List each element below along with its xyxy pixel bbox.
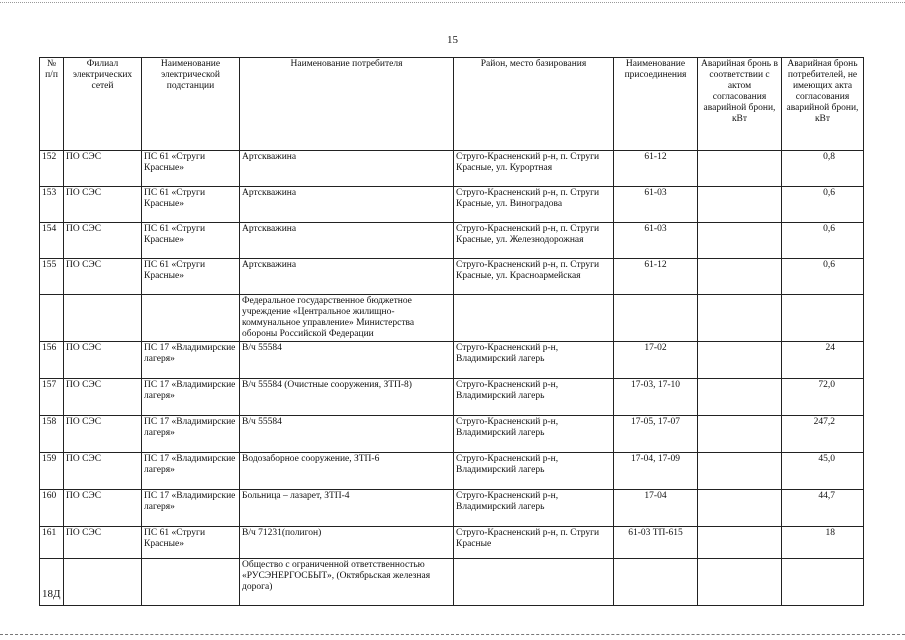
cell-district	[454, 295, 614, 342]
header-branch: Филиал электрических сетей	[64, 58, 142, 151]
table-row	[40, 295, 864, 342]
cell-branch	[64, 295, 142, 342]
cell-district: Струго-Красненский р-н, п. Струги Красные, ул. Виноградова	[454, 187, 614, 223]
cell-reserve-without-act: 45,0	[782, 453, 864, 490]
table-header-row	[40, 58, 864, 151]
table-row	[40, 223, 864, 259]
table-row	[40, 151, 864, 187]
cell-consumer: Водозаборное сооружение, ЗТП-6	[240, 453, 454, 490]
cell-reserve-without-act	[782, 295, 864, 342]
cell-num: 153	[40, 187, 64, 223]
cell-substation: ПС 17 «Владимирские лагеря»	[142, 490, 240, 527]
cell-branch: ПО СЭС	[64, 342, 142, 379]
cell-connection: 61-03	[614, 187, 698, 223]
cell-connection: 61-03	[614, 223, 698, 259]
header-consumer: Наименование потребителя	[240, 58, 454, 151]
cell-district: Струго-Красненский р-н, Владимирский лагерь	[454, 342, 614, 379]
cell-num: 155	[40, 259, 64, 295]
cell-reserve-without-act: 0,8	[782, 151, 864, 187]
cell-district: Струго-Красненский р-н, Владимирский лагерь	[454, 416, 614, 453]
cell-branch: ПО СЭС	[64, 416, 142, 453]
cell-reserve-with-act	[698, 259, 782, 295]
cell-connection	[614, 559, 698, 606]
cell-reserve-with-act	[698, 187, 782, 223]
cell-reserve-without-act	[782, 559, 864, 606]
cell-consumer: Больница – лазарет, ЗТП-4	[240, 490, 454, 527]
cell-consumer: В/ч 55584	[240, 416, 454, 453]
cell-branch: ПО СЭС	[64, 187, 142, 223]
cell-num: 160	[40, 490, 64, 527]
cell-consumer: Артскважина	[240, 223, 454, 259]
cell-reserve-with-act	[698, 223, 782, 259]
cell-reserve-without-act: 18	[782, 527, 864, 559]
header-reserve-with-act: Аварийная бронь в соответствии с актом согласования аварийной брони, кВт	[698, 58, 782, 151]
cell-substation: ПС 17 «Владимирские лагеря»	[142, 379, 240, 416]
page-number: 15	[447, 34, 458, 46]
cell-branch: ПО СЭС	[64, 259, 142, 295]
scan-bottom-edge	[0, 634, 905, 635]
cell-consumer: Артскважина	[240, 151, 454, 187]
cell-connection: 61-12	[614, 151, 698, 187]
table-row	[40, 453, 864, 490]
table-row	[40, 187, 864, 223]
cell-substation: ПС 17 «Владимирские лагеря»	[142, 342, 240, 379]
cell-connection: 17-05, 17-07	[614, 416, 698, 453]
cell-reserve-without-act: 72,0	[782, 379, 864, 416]
header-connection: Наименование присоединения	[614, 58, 698, 151]
cell-reserve-with-act	[698, 379, 782, 416]
cell-connection: 17-03, 17-10	[614, 379, 698, 416]
cell-branch: ПО СЭС	[64, 527, 142, 559]
cell-connection: 17-04	[614, 490, 698, 527]
cell-connection	[614, 295, 698, 342]
cell-reserve-with-act	[698, 295, 782, 342]
table-row	[40, 259, 864, 295]
header-district: Район, место базирования	[454, 58, 614, 151]
cell-branch: ПО СЭС	[64, 223, 142, 259]
table-row	[40, 416, 864, 453]
scan-top-edge	[0, 2, 905, 3]
cell-reserve-with-act	[698, 527, 782, 559]
footer-code: 18Д	[42, 588, 61, 600]
cell-substation: ПС 17 «Владимирские лагеря»	[142, 416, 240, 453]
cell-district: Струго-Красненский р-н, п. Струги Красные, ул. Железнодорожная	[454, 223, 614, 259]
cell-reserve-without-act: 44,7	[782, 490, 864, 527]
cell-district: Струго-Красненский р-н, п. Струги Красные	[454, 527, 614, 559]
cell-num: 157	[40, 379, 64, 416]
header-substation: Наименование электрической подстанции	[142, 58, 240, 151]
cell-connection: 61-12	[614, 259, 698, 295]
cell-district: Струго-Красненский р-н, Владимирский лагерь	[454, 490, 614, 527]
cell-substation: ПС 61 «Струги Красные»	[142, 151, 240, 187]
cell-reserve-without-act: 0,6	[782, 259, 864, 295]
cell-connection: 17-02	[614, 342, 698, 379]
cell-reserve-with-act	[698, 559, 782, 606]
table-row	[40, 527, 864, 559]
cell-substation: ПС 61 «Струги Красные»	[142, 259, 240, 295]
cell-num: 159	[40, 453, 64, 490]
cell-consumer: Общество с ограниченной ответственностью «РУСЭНЕРГОСБЫТ», (Октябрьская железная дорога)	[240, 559, 454, 606]
cell-reserve-with-act	[698, 490, 782, 527]
cell-reserve-without-act: 247,2	[782, 416, 864, 453]
table-body	[40, 151, 864, 606]
header-num: № п/п	[40, 58, 64, 151]
cell-district: Струго-Красненский р-н, п. Струги Красные, ул. Красноармейская	[454, 259, 614, 295]
cell-num	[40, 295, 64, 342]
cell-reserve-with-act	[698, 151, 782, 187]
cell-reserve-with-act	[698, 453, 782, 490]
cell-consumer: В/ч 55584 (Очистные сооружения, ЗТП-8)	[240, 379, 454, 416]
cell-connection: 17-04, 17-09	[614, 453, 698, 490]
cell-branch	[64, 559, 142, 606]
cell-branch: ПО СЭС	[64, 151, 142, 187]
cell-connection: 61-03 ТП-615	[614, 527, 698, 559]
cell-district: Струго-Красненский р-н, Владимирский лагерь	[454, 379, 614, 416]
cell-reserve-without-act: 0,6	[782, 187, 864, 223]
cell-substation	[142, 559, 240, 606]
cell-consumer: Артскважина	[240, 187, 454, 223]
cell-branch: ПО СЭС	[64, 490, 142, 527]
cell-branch: ПО СЭС	[64, 453, 142, 490]
table-row	[40, 490, 864, 527]
cell-district	[454, 559, 614, 606]
cell-substation: ПС 61 «Струги Красные»	[142, 527, 240, 559]
cell-consumer: Артскважина	[240, 259, 454, 295]
cell-reserve-with-act	[698, 416, 782, 453]
cell-substation	[142, 295, 240, 342]
cell-num: 161	[40, 527, 64, 559]
cell-num: 158	[40, 416, 64, 453]
header-reserve-without-act: Аварийная бронь потребителей, не имеющих акта согласования аварийной брони, кВт	[782, 58, 864, 151]
table-row	[40, 559, 864, 606]
table-row	[40, 342, 864, 379]
cell-district: Струго-Красненский р-н, Владимирский лагерь	[454, 453, 614, 490]
cell-consumer: В/ч 71231(полигон)	[240, 527, 454, 559]
cell-num: 154	[40, 223, 64, 259]
cell-substation: ПС 61 «Струги Красные»	[142, 223, 240, 259]
cell-district: Струго-Красненский р-н, п. Струги Красные, ул. Курортная	[454, 151, 614, 187]
cell-branch: ПО СЭС	[64, 379, 142, 416]
cell-substation: ПС 17 «Владимирские лагеря»	[142, 453, 240, 490]
cell-num: 152	[40, 151, 64, 187]
cell-reserve-without-act: 24	[782, 342, 864, 379]
cell-reserve-with-act	[698, 342, 782, 379]
cell-consumer: Федеральное государственное бюджетное учреждение «Центральное жилищно-коммунальное управление» Министерства обороны Российской Федерации	[240, 295, 454, 342]
cell-num: 156	[40, 342, 64, 379]
emergency-reserve-table	[39, 57, 864, 606]
cell-consumer: В/ч 55584	[240, 342, 454, 379]
cell-substation: ПС 61 «Струги Красные»	[142, 187, 240, 223]
table-row	[40, 379, 864, 416]
cell-reserve-without-act: 0,6	[782, 223, 864, 259]
